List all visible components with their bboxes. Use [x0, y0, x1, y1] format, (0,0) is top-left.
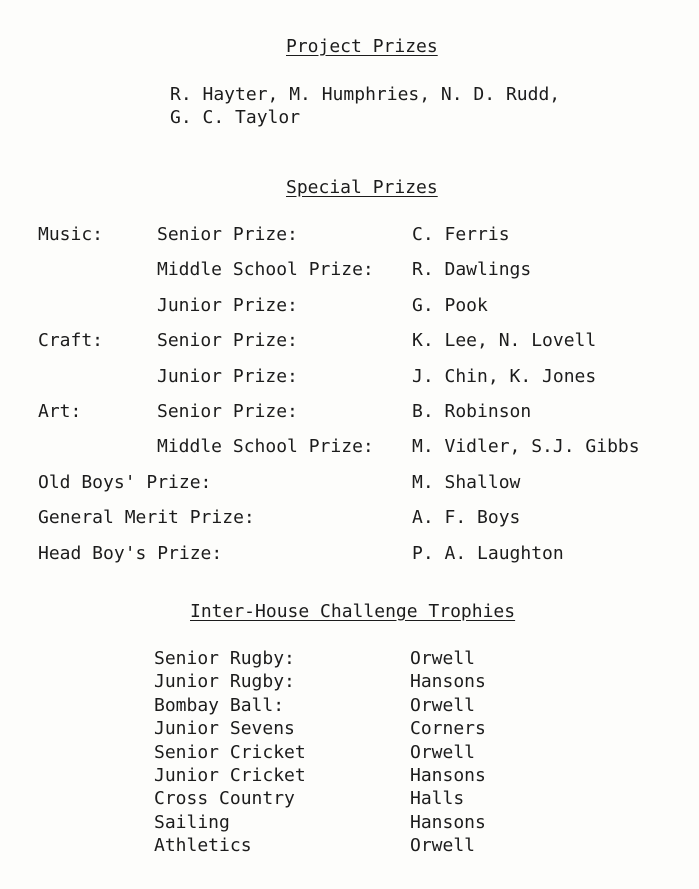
- trophy-event: Sailing: [154, 812, 230, 833]
- trophy-event: Junior Cricket: [154, 765, 306, 786]
- special-prize-winner: K. Lee, N. Lovell: [412, 330, 597, 351]
- special-prize-category: Middle School Prize:: [157, 259, 374, 280]
- special-prize-category: Junior Prize:: [157, 295, 298, 316]
- special-prize-subject: General Merit Prize:: [38, 507, 255, 528]
- trophy-event: Athletics: [154, 835, 252, 856]
- special-prize-winner: G. Pook: [412, 295, 488, 316]
- trophy-house: Orwell: [410, 695, 476, 716]
- trophy-event: Senior Rugby:: [154, 648, 295, 669]
- special-prize-subject: Craft:: [38, 330, 104, 351]
- trophy-event: Junior Rugby:: [154, 671, 295, 692]
- special-prize-category: Middle School Prize:: [157, 436, 374, 457]
- project-prizes-line-1: R. Hayter, M. Humphries, N. D. Rudd,: [170, 84, 561, 105]
- trophy-event: Junior Sevens: [154, 718, 295, 739]
- special-prize-category: Senior Prize:: [157, 401, 298, 422]
- trophy-house: Orwell: [410, 648, 476, 669]
- special-prize-winner: M. Vidler, S.J. Gibbs: [412, 436, 640, 457]
- trophies-heading: Inter-House Challenge Trophies: [190, 601, 516, 622]
- special-prize-winner: R. Dawlings: [412, 259, 532, 280]
- special-prize-subject: Art:: [38, 401, 82, 422]
- trophy-house: Halls: [410, 788, 465, 809]
- special-prize-subject: Head Boy's Prize:: [38, 543, 223, 564]
- special-prize-category: Senior Prize:: [157, 224, 298, 245]
- trophy-house: Hansons: [410, 812, 486, 833]
- trophy-event: Senior Cricket: [154, 742, 306, 763]
- trophy-house: Orwell: [410, 742, 476, 763]
- special-prize-winner: B. Robinson: [412, 401, 532, 422]
- special-prize-subject: Old Boys' Prize:: [38, 472, 212, 493]
- special-prize-winner: C. Ferris: [412, 224, 510, 245]
- special-prize-category: Senior Prize:: [157, 330, 298, 351]
- trophy-event: Bombay Ball:: [154, 695, 285, 716]
- trophy-house: Orwell: [410, 835, 476, 856]
- trophy-house: Hansons: [410, 765, 486, 786]
- special-prize-subject: Music:: [38, 224, 104, 245]
- trophy-house: Hansons: [410, 671, 486, 692]
- special-prize-winner: J. Chin, K. Jones: [412, 366, 597, 387]
- trophy-event: Cross Country: [154, 788, 295, 809]
- special-prize-winner: M. Shallow: [412, 472, 521, 493]
- project-prizes-heading: Project Prizes: [286, 36, 438, 57]
- trophy-house: Corners: [410, 718, 486, 739]
- special-prize-winner: P. A. Laughton: [412, 543, 564, 564]
- special-prize-winner: A. F. Boys: [412, 507, 521, 528]
- project-prizes-line-2: G. C. Taylor: [170, 107, 301, 128]
- special-prizes-heading: Special Prizes: [286, 177, 438, 198]
- special-prize-category: Junior Prize:: [157, 366, 298, 387]
